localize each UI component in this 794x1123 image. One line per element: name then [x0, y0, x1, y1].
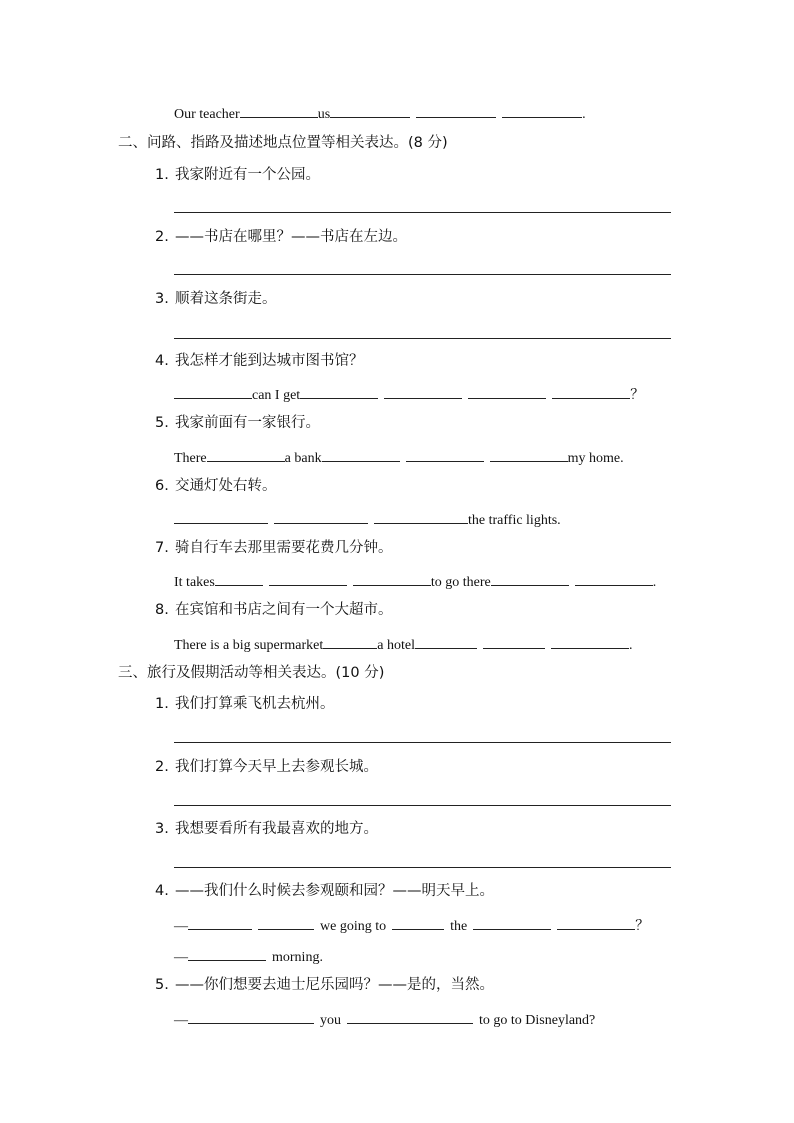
- question-text: ——我们什么时候去参观颐和园？——明天早上。: [175, 883, 494, 899]
- blank[interactable]: [415, 634, 477, 649]
- question-text: 我们打算今天早上去参观长城。: [175, 759, 378, 775]
- text: .: [629, 638, 633, 653]
- text: .: [582, 107, 586, 122]
- text: to go to Disneyland?: [479, 1013, 596, 1028]
- blank[interactable]: [269, 571, 347, 586]
- blank[interactable]: [551, 634, 629, 649]
- blank[interactable]: [416, 103, 496, 118]
- answer-line: [174, 447, 624, 468]
- blank[interactable]: [392, 915, 444, 930]
- text: the: [450, 919, 468, 934]
- blank[interactable]: [502, 103, 582, 118]
- question-number: 4.: [155, 353, 169, 369]
- text: to go there: [430, 575, 491, 590]
- blank[interactable]: [240, 103, 318, 118]
- question-4: [155, 352, 364, 370]
- question-2: [155, 758, 378, 776]
- question-1: [155, 166, 320, 184]
- question-number: 8.: [155, 602, 169, 618]
- blank[interactable]: [188, 1009, 314, 1024]
- blank[interactable]: [188, 915, 252, 930]
- blank[interactable]: [323, 634, 377, 649]
- answer-line: [174, 571, 656, 592]
- question-7: [155, 539, 393, 557]
- question-1: [155, 695, 335, 713]
- text: ？: [630, 388, 645, 403]
- section-title: 三、旅行及假期活动等相关表达。(10 分): [118, 665, 385, 681]
- text: Our teacher: [174, 107, 240, 122]
- blank[interactable]: [353, 571, 431, 586]
- answer-line: [174, 946, 323, 967]
- question-text: 我家前面有一家银行。: [175, 415, 320, 431]
- blank[interactable]: [207, 447, 285, 462]
- answer-rule[interactable]: [174, 338, 671, 339]
- answer-rule[interactable]: [174, 867, 671, 868]
- text: There: [174, 451, 207, 466]
- blank[interactable]: [322, 447, 400, 462]
- text: There is a big supermarket: [174, 638, 324, 653]
- text: —: [174, 1013, 188, 1028]
- question-text: ——书店在哪里？——书店在左边。: [175, 229, 407, 245]
- blank[interactable]: [300, 384, 378, 399]
- text: we going to: [320, 919, 387, 934]
- answer-rule[interactable]: [174, 742, 671, 743]
- question-text: 我想要看所有我最喜欢的地方。: [175, 821, 378, 837]
- question-text: 我们打算乘飞机去杭州。: [175, 696, 335, 712]
- text: ？: [635, 919, 650, 934]
- answer-line: [174, 634, 633, 655]
- question-number: 7.: [155, 540, 169, 556]
- question-number: 3.: [155, 291, 169, 307]
- question-number: 5.: [155, 415, 169, 431]
- blank[interactable]: [330, 103, 410, 118]
- text: morning.: [272, 950, 323, 965]
- blank[interactable]: [215, 571, 263, 586]
- text: It takes: [174, 575, 215, 590]
- text: a hotel: [377, 638, 415, 653]
- question-number: 2.: [155, 759, 169, 775]
- answer-line: [174, 1009, 595, 1030]
- blank[interactable]: [258, 915, 314, 930]
- question-text: 在宾馆和书店之间有一个大超市。: [175, 602, 393, 618]
- text: the traffic lights.: [468, 513, 561, 528]
- text: can I get: [252, 388, 301, 403]
- question-text: 顺着这条街走。: [175, 291, 277, 307]
- answer-rule[interactable]: [174, 274, 671, 275]
- blank[interactable]: [347, 1009, 473, 1024]
- blank[interactable]: [468, 384, 546, 399]
- text: —: [174, 950, 188, 965]
- answer-line: [174, 509, 561, 530]
- answer-line: [174, 384, 644, 405]
- blank[interactable]: [491, 571, 569, 586]
- question-text: 骑自行车去那里需要花费几分钟。: [175, 540, 393, 556]
- text: .: [652, 575, 657, 590]
- question-text: 交通灯处右转。: [175, 478, 277, 494]
- blank[interactable]: [483, 634, 545, 649]
- blank[interactable]: [384, 384, 462, 399]
- question-8: [155, 601, 393, 619]
- question-text: 我怎样才能到达城市图书馆？: [175, 353, 364, 369]
- blank[interactable]: [490, 447, 568, 462]
- section-title: 二、问路、指路及描述地点位置等相关表达。(8 分): [118, 135, 448, 151]
- blank[interactable]: [274, 509, 368, 524]
- question-5: [155, 414, 320, 432]
- text: my home.: [567, 451, 624, 466]
- text: —: [174, 919, 188, 934]
- blank[interactable]: [174, 509, 268, 524]
- question-3: [155, 820, 378, 838]
- blank[interactable]: [174, 384, 252, 399]
- blank[interactable]: [557, 915, 635, 930]
- answer-line: [174, 103, 586, 124]
- blank[interactable]: [575, 571, 653, 586]
- question-number: 1.: [155, 167, 169, 183]
- blank[interactable]: [188, 946, 266, 961]
- question-number: 5.: [155, 977, 169, 993]
- blank[interactable]: [374, 509, 468, 524]
- question-number: 2.: [155, 229, 169, 245]
- blank[interactable]: [552, 384, 630, 399]
- text: you: [320, 1013, 341, 1028]
- question-number: 6.: [155, 478, 169, 494]
- answer-line: [174, 915, 649, 936]
- question-6: [155, 477, 277, 495]
- question-2: [155, 228, 407, 246]
- answer-rule[interactable]: [174, 805, 671, 806]
- question-number: 1.: [155, 696, 169, 712]
- answer-rule[interactable]: [174, 212, 671, 213]
- question-4: [155, 882, 494, 900]
- question-number: 4.: [155, 883, 169, 899]
- question-5: [155, 976, 494, 994]
- question-text: 我家附近有一个公园。: [175, 167, 320, 183]
- question-3: [155, 290, 277, 308]
- question-text: ——你们想要去迪士尼乐园吗？——是的，当然。: [175, 977, 494, 993]
- text: us: [317, 107, 331, 122]
- text: a bank: [284, 451, 322, 466]
- question-number: 3.: [155, 821, 169, 837]
- blank[interactable]: [406, 447, 484, 462]
- blank[interactable]: [473, 915, 551, 930]
